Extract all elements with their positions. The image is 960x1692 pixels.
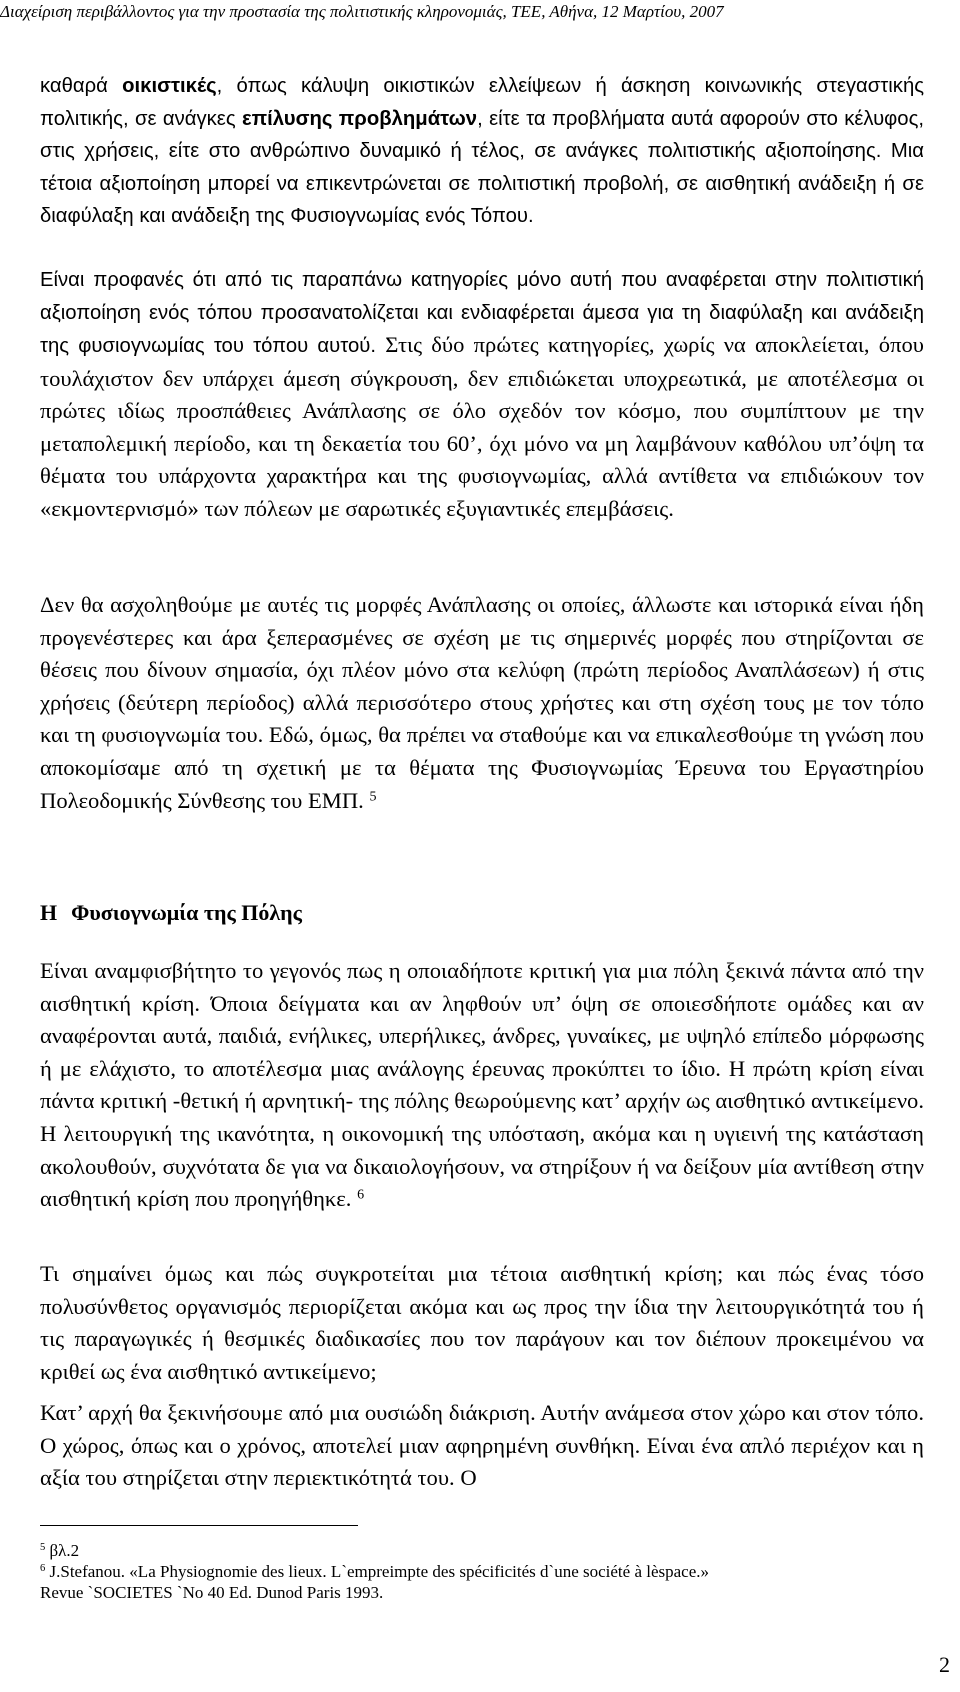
footnote-6: $^6$ J.Stefanou. «La Physiognomie des lieux. L`empreimpte des spécificités d`une société à lèspace.» bbox=[40, 1562, 710, 1581]
footnote-separator bbox=[40, 1525, 358, 1526]
footnotes bbox=[40, 1540, 940, 1603]
paragraph-2: Είναι προφανές ότι από τις παραπάνω κατηγορίες μόνο αυτή που αναφέρεται στην πολιτιστική αξιοποίηση ενός τόπου προσανατολίζεται και ενδιαφέρεται άμεσα για τη διαφύλαξη και ανάδειξη της φυσιογνωμίας του τόπου αυτού. Στις δύο πρώτες κατηγορίες, χωρίς να αποκλείεται, όπου τουλάχιστον δεν υπάρχει άμεση σύγκρουση, δεν επιδιώκεται υποχρεωτικά, με αποτέλεσμα οι πρώτες ιδίως προσπάθειες Ανάπλασης σε όλο σχεδόν τον κόσμο, που συμπίπτουν με την μεταπολεμική περίοδο, και τη δεκαετία του 60’, όχι μόνο να μη λαμβάνουν καθόλου υπ’όψη τα θέματα του υπάρχοντα χαρακτήρα και της φυσιογνωμίας, αλλά αντίθετα να επιδιώκουν τον «εκμοντερνισμό» των πόλεων με σαρωτικές εξυγιαντικές επεμβάσεις. bbox=[40, 269, 924, 521]
footnote-ref-5: 5 bbox=[369, 788, 377, 804]
paragraph-3: Δεν θα ασχοληθούμε με αυτές τις μορφές Ανάπλασης οι οποίες, άλλωστε και ιστορικά είναι ήδη προγενέστερες και άρα ξεπερασμένες σε σχέση με τις σημερινές μορφές που στηρίζονται σε θέσεις που δίνουν σημασία, όχι πλέον μόνο στα κελύφη (πρώτη περίοδος Αναπλάσεων) ή στις χρήσεις (δεύτερη περίοδος) αλλά περισσότερο στους χρήστες και στη σχέση τους με τον τόπο και τη φυσιογνωμία του. Εδώ, όμως, θα πρέπει να σταθούμε και να επικαλεσθούμε τη γνώση που αποκομίσαμε από τη σχετική με τα θέματα της Φυσιογνωμίας Έρευνα του Εργαστηρίου Πολεοδομικής Σύνθεσης του ΕΜΠ. $^5$ bbox=[40, 592, 924, 813]
footnote-ref-6: 6 bbox=[357, 1187, 365, 1203]
section-heading: Η Φυσιογνωμία της Πόλης bbox=[40, 900, 302, 925]
paragraph-1: καθαρά οικιστικές, όπως κάλυψη οικιστικών ελλείψεων ή άσκηση κοινωνικής στεγαστικής πολιτικής, σε ανάγκες επίλυσης προβλημάτων, είτε τα προβλήματα αυτά αφορούν στο κέλυφος, στις χρήσεις, είτε στο ανθρώπινο δυναμικό ή τέλος, σε ανάγκες πολιτιστικής αξιοποίησης. Μια τέτοια αξιοποίηση μπορεί να επικεντρώνεται σε πολιτιστική προβολή, σε αισθητική ανάδειξη ή σε διαφύλαξη και ανάδειξη της Φυσιογνωμίας ενός Τόπου. bbox=[40, 75, 924, 227]
bold-term-problem-solving: επίλυσης προβλημάτων bbox=[242, 107, 478, 130]
running-header: Διαχείριση περιβάλλοντος για την προστασία της πολιτιστικής κληρονομιάς, ΤΕΕ, Αθήνα, 12 Μαρτίου, 2007 bbox=[0, 2, 724, 21]
paragraph-6: Κατ’ αρχή θα ξεκινήσουμε από μια ουσιώδη διάκριση. Αυτήν ανάμεσα στον χώρο και στον τόπο. Ο χώρος, όπως και ο χρόνος, αποτελεί μιαν αφηρημένη συνθήκη. Είναι ένα απλό περιέχον και η αξία του στηρίζεται στην περιεκτικότητά του. Ο bbox=[40, 1400, 924, 1491]
paragraph-5: Τι σημαίνει όμως και πώς συγκροτείται μια τέτοια αισθητική κρίση; και πώς ένας τόσο πολυσύνθετος οργανισμός περιορίζεται ακόμα και ως προς την ίδια την λειτουργικότητά του ή τις παραγωγικές ή θεσμικές διαδικασίες που τον παράγουν και τον διέπουν προκειμένου να κριθεί ως ένα αισθητικό αντικείμενο; bbox=[40, 1261, 924, 1384]
footnote-5: $^5$ βλ.2 bbox=[40, 1541, 80, 1560]
footnote-6-continuation: Revue `SOCIETES `No 40 Ed. Dunod Paris 1993. bbox=[40, 1583, 384, 1602]
page-number: 2 bbox=[939, 1652, 950, 1677]
bold-term-residential: οικιστικές bbox=[122, 75, 217, 97]
paragraph-4: Είναι αναμφισβήτητο το γεγονός πως η οποιαδήποτε κριτική για μια πόλη ξεκινά πάντα από την αισθητική κρίση. Όποια δείγματα και αν ληφθούν υπ’ όψη σε οποιεσδήποτε ομάδες και αν αναφέρονται αυτά, παιδιά, ενήλικες, υπερήλικες, άνδρες, γυναίκες, με υψηλό επίπεδο μόρφωσης ή με ελάχιστο, το αποτέλεσμα μιας ανάλογης έρευνας προκύπτει το ίδιο. Η πρώτη κρίση είναι πάντα κριτική -θετική ή αρνητική- της πόλης θεωρούμενης κατ’ αρχήν ως αισθητικό αντικείμενο. Η λειτουργική της ικανότητα, η οικονομική της υπόσταση, ακόμα και η υγιεινή της κατάσταση ακολουθούν, συχνότατα δε για να δικαιολογήσουν, να στηρίξουν ή να δείξουν μία αντίθεση στην αισθητική κρίση που προηγήθηκε. $^6$ bbox=[40, 958, 924, 1212]
